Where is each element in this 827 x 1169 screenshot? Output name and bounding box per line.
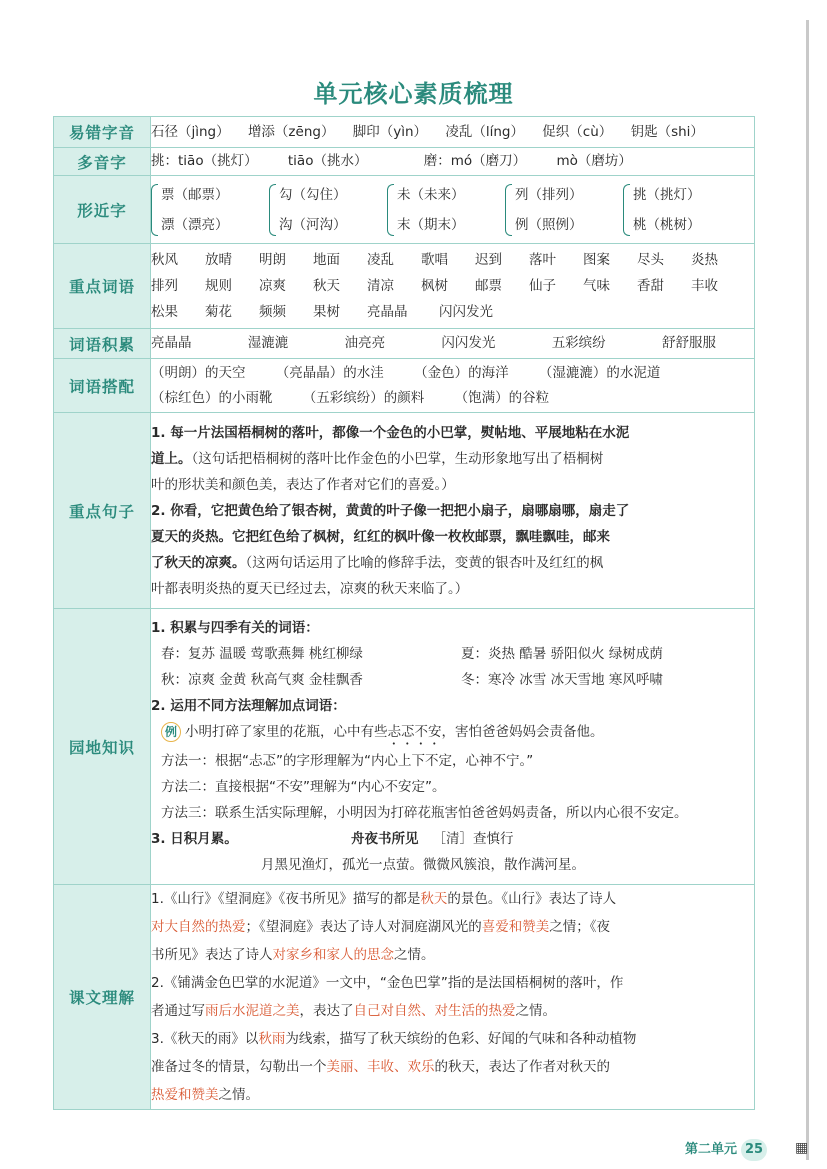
page-edge	[806, 20, 809, 1160]
row-word-accumulation	[54, 329, 755, 359]
pronunciation-list	[151, 122, 754, 143]
polyphone-item: 磨：mó（磨刀）	[423, 153, 527, 169]
sentence-line: 叶都表明炎热的夏天已经过去，凉爽的秋天来临了。）	[151, 580, 469, 597]
row-garden-knowledge: 园地知识 1. 积累与四季有关的词语： 春：复苏 温暖 莺歌燕舞 桃红柳绿 夏：炎热 酷暑 骄阳似火 绿树成荫 秋：凉爽 金黄 秋高气爽 金桂飘香 冬：寒冷 冰雪 冰天雪地 寒风呼啸 2. 运用不同方法理解加点词语： 例 小明打碎了家里的花瓶，心中有些忐忑不安，害怕爸爸妈妈会责备他。 方法一：根据“忐忑”的字形理解为“内心上下不定，心神不宁。” 方法二：直接根据“不安”理解为“内心不安定”。 方法三：联系生活实际理解，小明因为打碎花瓶害怕爸爸妈妈责备，所以内心很不安定。 3. 日积月累。 舟夜书所见 ［清］查慎行 月黑见渔灯，孤光一点萤。微微风簇浪，散作满河星。	[54, 609, 755, 885]
sentence-line: 1. 每一片法国梧桐树的落叶，都像一个金色的小巴掌，熨帖地、平展地粘在水泥	[151, 424, 630, 441]
understanding-line: 2.《铺满金色巴掌的水泥道》一文中，“金色巴掌”指的是法国梧桐树的落叶，作	[151, 975, 624, 991]
sentence-line: 2. 你看，它把黄色给了银杏树，黄黄的叶子像一把把小扇子，扇哪扇哪，扇走了	[151, 502, 630, 519]
accumulation-list: 亮晶晶 湿漉漉 油亮亮 闪闪发光 五彩缤纷 舒舒服服	[151, 335, 716, 351]
key-words-line: 秋风 放晴 明朗 地面 凌乱 歌唱 迟到 落叶 图案 尽头 炎热	[151, 252, 718, 268]
summary-table	[53, 116, 755, 1110]
dotted-word: 忐忑不安	[387, 724, 442, 740]
page-footer	[685, 1138, 767, 1161]
similar-pair: 未（未来） 末（期末）	[387, 180, 505, 240]
label-pronunciation: 易错字音	[54, 117, 151, 148]
row-key-sentences: 重点句子 1. 每一片法国梧桐树的落叶，都像一个金色的小巴掌，熨帖地、平展地粘在水泥 道上。（这句话把梧桐树的落叶比作金色的小巴掌，生动形象地写出了梧桐树 叶的形状美和颜色美，表达了作者对它们的喜爱。） 2. 你看，它把黄色给了银杏树，黄黄的叶子像一把把小扇子，扇哪扇哪，扇走了 夏天的炎热。它把红色给了枫树，红红的枫叶像一枚枚邮票，飘哇飘哇，邮来 了秋天的凉爽。（这两句话运用了比喻的修辞手法，变黄的银杏叶及红红的枫 叶都表明炎热的夏天已经过去，凉爽的秋天来临了。）	[54, 413, 755, 609]
collocation-line: （棕红色）的小雨靴 （五彩缤纷）的颜料 （饱满）的谷粒	[151, 389, 550, 406]
label-collocation: 词语搭配	[54, 359, 151, 413]
label-text-understanding: 课文理解	[54, 885, 151, 1110]
qr-code-icon: ▦	[795, 1140, 809, 1156]
label-similar-chars: 形近字	[54, 176, 151, 244]
polyphone-item: mò（磨坊）	[556, 153, 632, 169]
row-text-understanding: 课文理解 1.《山行》《望洞庭》《夜书所见》描写的都是秋天的景色。《山行》表达了诗人 对大自然的热爱；《望洞庭》表达了诗人对洞庭湖风光的喜爱和赞美之情；《夜 书所见》表达了诗人对家乡和家人的思念之情。 2.《铺满金色巴掌的水泥道》一文中，“金色巴掌”指的是法国梧桐树的落叶，作 者通过写雨后水泥道之美，表达了自己对自然、对生活的热爱之情。 3.《秋天的雨》以秋雨为线索，描写了秋天缤纷的色彩、好闻的气味和各种动植物 准备过冬的情景，勾勒出一个美丽、丰收、欢乐的秋天，表达了作者对秋天的 热爱和赞美之情。	[54, 885, 755, 1110]
pronunciation-item: 增添（zēng）	[247, 123, 335, 140]
collocation-line: （明朗）的天空 （亮晶晶）的水洼 （金色）的海洋 （湿漉漉）的水泥道	[151, 364, 661, 381]
key-words-line: 排列 规则 凉爽 秋天 清凉 枫树 邮票 仙子 气味 香甜 丰收	[151, 278, 718, 294]
example-mark: 例	[161, 722, 181, 742]
similar-pair: 挑（挑灯） 桃（桃树）	[623, 180, 741, 240]
row-polyphone	[54, 148, 755, 176]
knowledge-heading: 1. 积累与四季有关的词语：	[151, 620, 319, 636]
similar-pair: 列（排列） 例（照例）	[505, 180, 623, 240]
sentence-line: 叶的形状美和颜色美，表达了作者对它们的喜爱。）	[151, 476, 455, 493]
polyphone-item: 挑：tiāo（挑灯）	[151, 153, 258, 169]
knowledge-heading: 2. 运用不同方法理解加点词语：	[151, 698, 346, 714]
poem-author: ［清］查慎行	[432, 831, 514, 847]
label-key-sentences: 重点句子	[54, 413, 151, 609]
page-number: 25	[741, 1139, 767, 1161]
similar-pair: 勾（勾住） 沟（河沟）	[269, 180, 387, 240]
polyphone-item: tiāo（挑水）	[287, 153, 368, 169]
row-similar-chars	[54, 176, 755, 244]
method-line: 方法一：根据“忐忑”的字形理解为“内心上下不定，心神不宁。”	[161, 753, 534, 769]
poem-title: 舟夜书所见	[351, 831, 419, 847]
page-title: 单元核心素质梳理	[313, 80, 514, 108]
label-key-words: 重点词语	[54, 244, 151, 329]
label-polyphone: 多音字	[54, 148, 151, 176]
label-garden-knowledge: 园地知识	[54, 609, 151, 885]
poem-line: 月黑见渔灯，孤光一点萤。微微风簇浪，散作满河星。	[261, 857, 585, 873]
pronunciation-item: 促织（cù）	[542, 123, 613, 140]
pronunciation-item: 脚印（yìn）	[352, 123, 428, 140]
row-key-words	[54, 244, 755, 329]
pronunciation-item: 钥匙（shi）	[630, 123, 704, 140]
pronunciation-item: 凌乱（líng）	[445, 123, 524, 140]
label-word-accumulation: 词语积累	[54, 329, 151, 359]
key-words-line: 松果 菊花 频频 果树 亮晶晶 闪闪发光	[151, 304, 493, 320]
pronunciation-item: 石径（jìng）	[151, 123, 230, 140]
method-line: 方法三：联系生活实际理解，小明因为打碎花瓶害怕爸爸妈妈责备，所以内心很不安定。	[161, 805, 688, 821]
row-collocation	[54, 359, 755, 413]
similar-pair: 票（邮票） 漂（漂亮）	[151, 180, 269, 240]
unit-label: 第二单元	[684, 1142, 737, 1157]
method-line: 方法二：直接根据“不安”理解为“内心不安定”。	[161, 779, 446, 795]
row-pronunciation	[54, 117, 755, 148]
sentence-line: 夏天的炎热。它把红色给了枫树，红红的枫叶像一枚枚邮票，飘哇飘哇，邮来	[151, 528, 610, 545]
